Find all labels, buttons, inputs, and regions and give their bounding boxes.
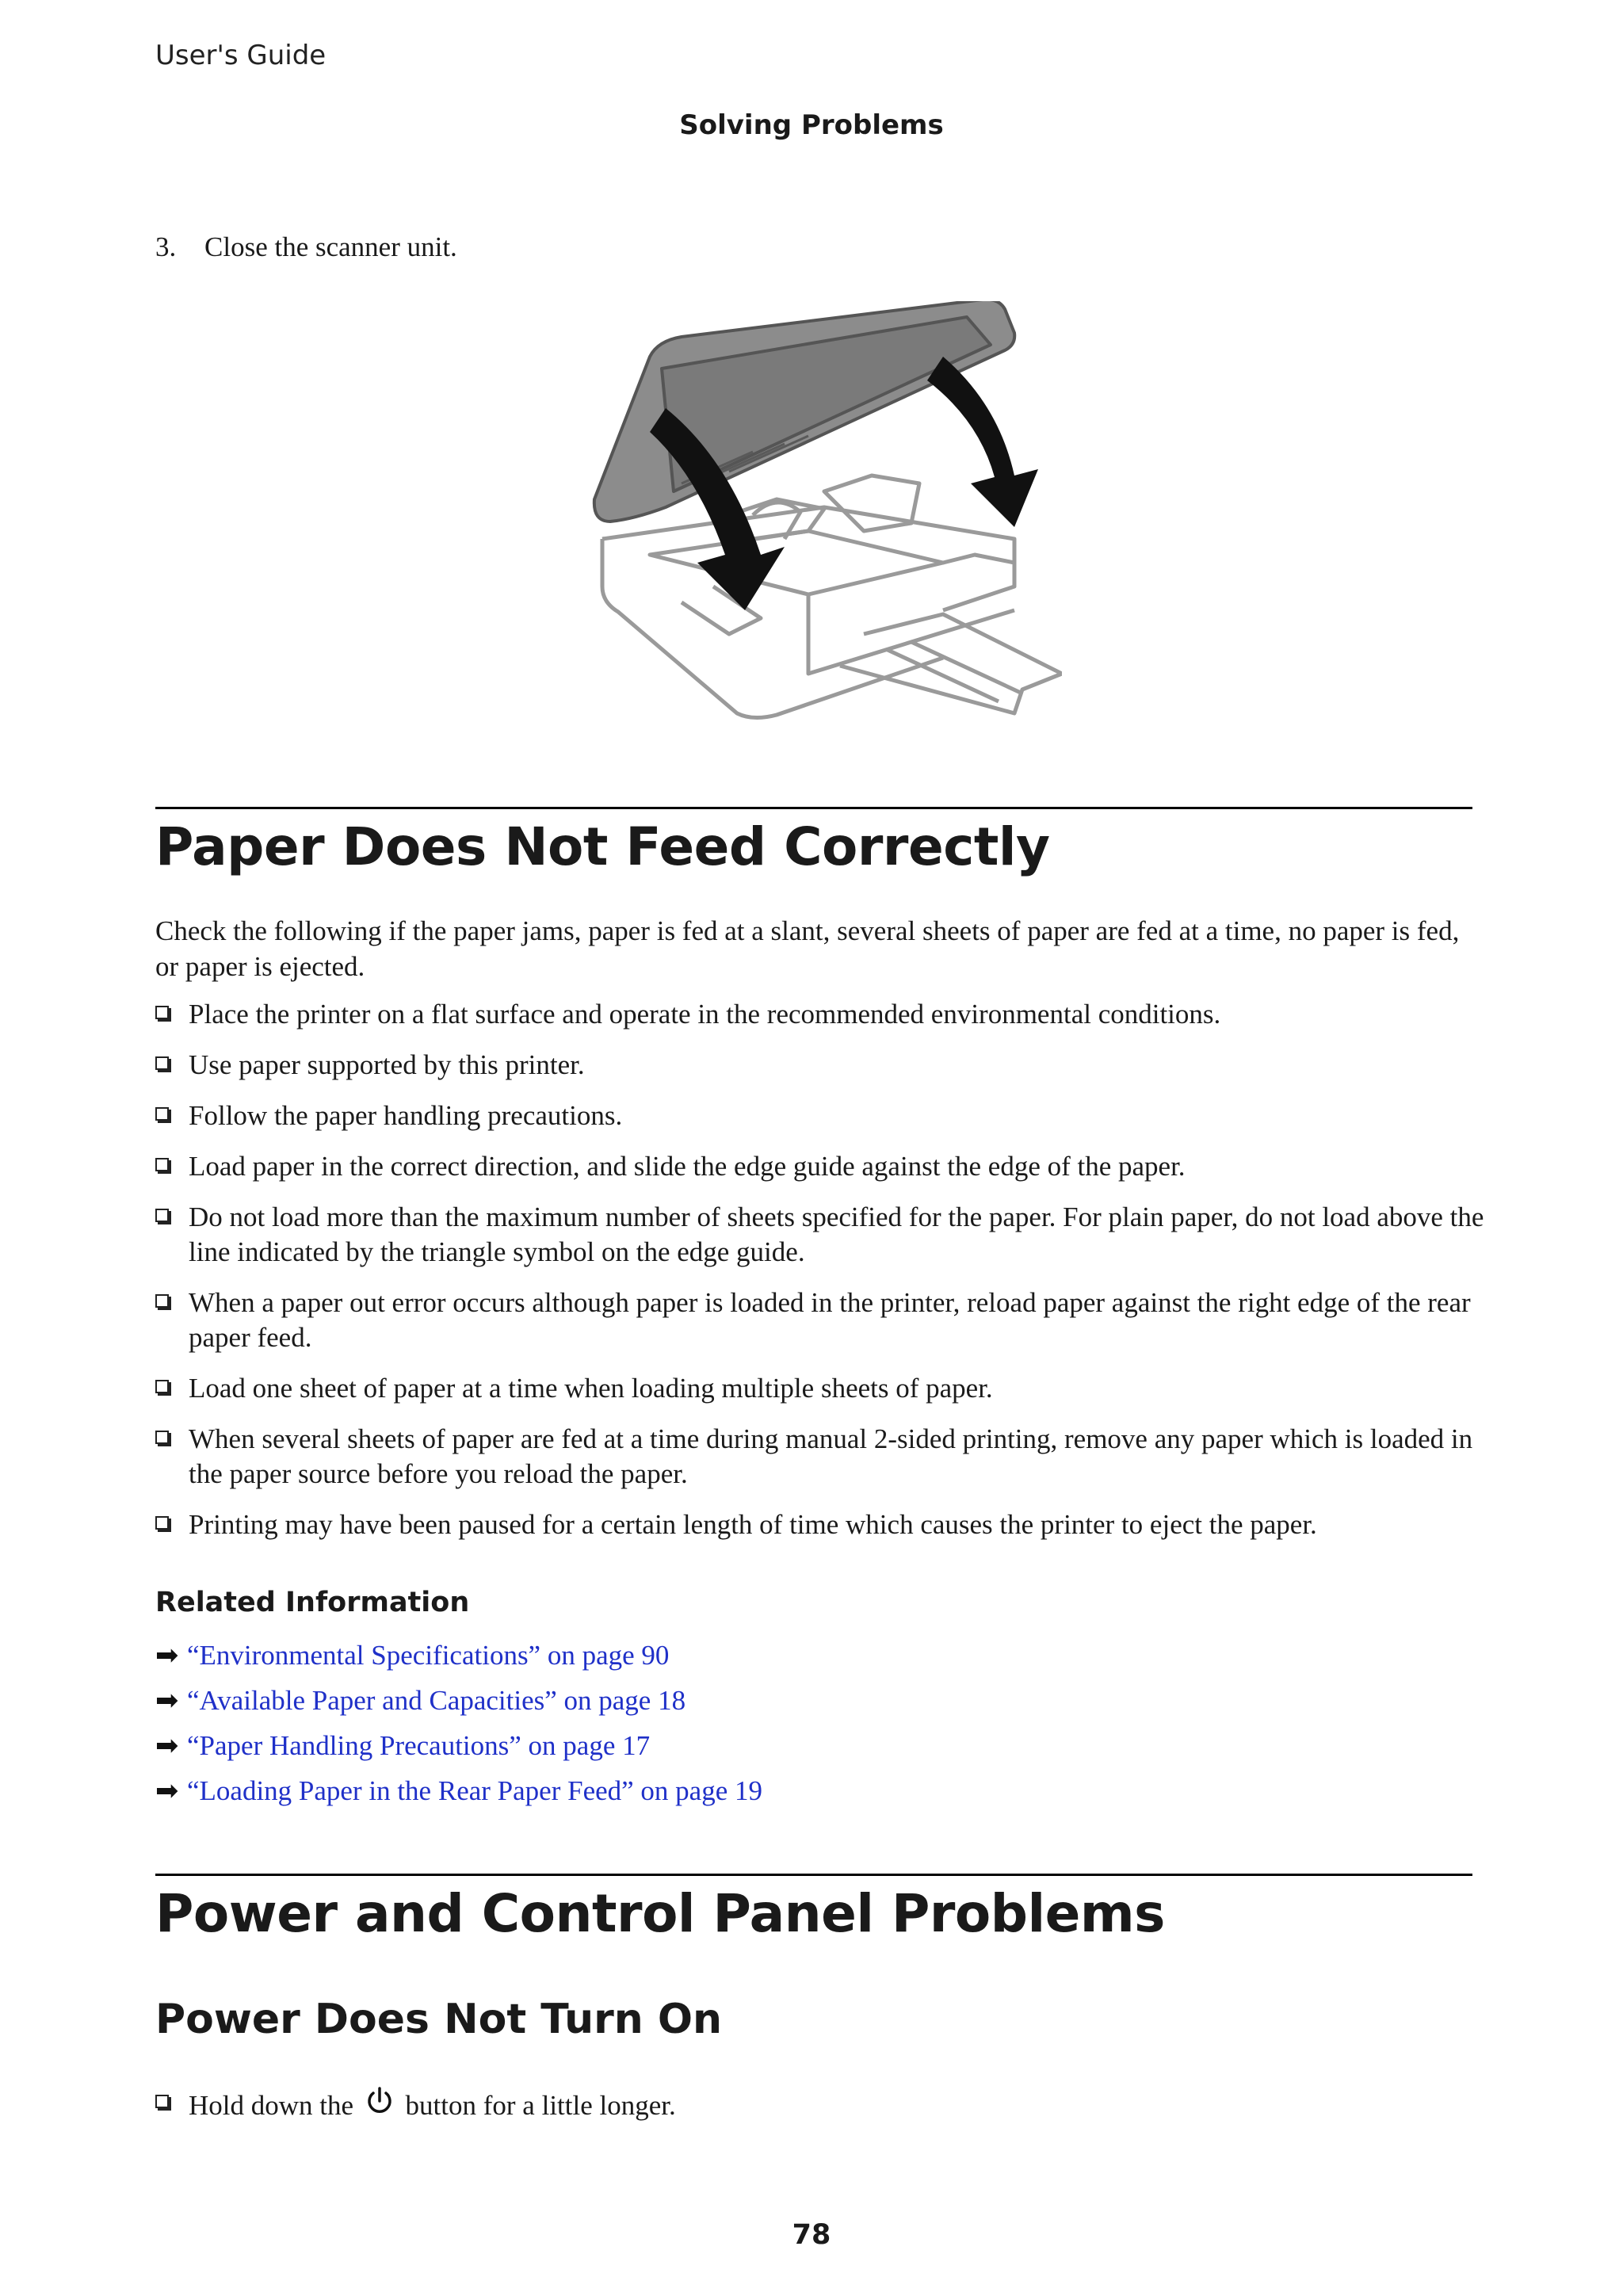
page-number: 78 [792,2219,831,2251]
related-link-item [155,1633,762,1678]
list-item-text: Load one sheet of paper at a time when loading multiple sheets of paper. [189,1373,993,1404]
related-link-item [155,1678,762,1723]
guide-title: User's Guide [155,40,327,71]
checkbox-bullet-icon [155,1209,169,1222]
printer-scanner-illustration [571,301,1062,745]
checkbox-bullet-icon [155,1107,169,1121]
list-item-text: When several sheets of paper are fed at a time during manual 2-sided printing, remove any paper which is loaded in the paper source before you reload the paper. [189,1423,1473,1489]
step-text: Close the scanner unit. [204,231,457,262]
list-item [155,997,1487,1032]
checkbox-bullet-icon [155,1516,169,1530]
list-item-text: When a paper out error occurs although paper is loaded in the printer, reload paper against the right edge of the rear paper feed. [189,1287,1471,1353]
list-item [155,1048,1487,1083]
link-loading-paper-rear-feed[interactable]: “Loading Paper in the Rear Paper Feed” on page 19 [187,1775,762,1806]
checkbox-bullet-icon [155,1158,169,1171]
list-item [155,1371,1487,1406]
right-arrow-icon: ➡ [155,1685,179,1716]
list-item [155,1507,1487,1542]
power-item-text-after: button for a little longer. [405,2090,676,2121]
section-divider-paper [155,807,1472,809]
closing-arrow-right [927,357,1038,527]
list-item-text: Load paper in the correct direction, and slide the edge guide against the edge of the paper. [189,1151,1186,1182]
heading-power-control-panel: Power and Control Panel Problems [155,1883,1165,1944]
list-item-text: Use paper supported by this printer. [189,1049,585,1080]
section-title: Solving Problems [679,109,944,141]
checkbox-bullet-icon [155,1006,169,1019]
printer-body-lines [602,476,1062,718]
list-item [155,1098,1487,1133]
right-arrow-icon: ➡ [155,1730,179,1761]
power-item-text-before: Hold down the [189,2090,354,2121]
section-divider-power [155,1874,1472,1876]
power-list-item [155,2086,676,2123]
related-information-heading: Related Information [155,1587,470,1618]
heading-power-does-not-turn-on: Power Does Not Turn On [155,1996,723,2043]
list-item-text: Place the printer on a flat surface and operate in the recommended environmental conditions. [189,999,1221,1030]
list-item [155,1200,1487,1270]
checkbox-bullet-icon [155,1294,169,1308]
related-links-list [155,1633,762,1813]
power-button-icon [365,2086,394,2118]
related-link-item [155,1768,762,1813]
link-environmental-specifications[interactable]: “Environmental Specifications” on page 90 [187,1640,670,1671]
scanner-lid [594,301,1014,521]
checkbox-bullet-icon [155,1380,169,1393]
checkbox-bullet-icon [155,1056,169,1070]
list-item-text: Printing may have been paused for a certain length of time which causes the printer to eject the paper. [189,1509,1317,1540]
checkbox-bullet-icon [155,1431,169,1444]
link-available-paper-capacities[interactable]: “Available Paper and Capacities” on page 18 [187,1685,686,1716]
related-link-item [155,1723,762,1768]
checkbox-bullet-icon [155,2095,169,2108]
list-item [155,1286,1487,1355]
step-3 [155,231,457,263]
list-item [155,1149,1487,1184]
list-item [155,1422,1487,1492]
step-number: 3. [155,231,177,262]
paper-checklist [155,997,1487,1558]
list-item-text: Follow the paper handling precautions. [189,1100,623,1131]
link-paper-handling-precautions[interactable]: “Paper Handling Precautions” on page 17 [187,1730,651,1761]
right-arrow-icon: ➡ [155,1775,179,1806]
list-item-text: Do not load more than the maximum number of sheets specified for the paper. For plain paper, do not load above the line indicated by the triangle symbol on the edge guide. [189,1201,1484,1267]
heading-paper-does-not-feed: Paper Does Not Feed Correctly [155,816,1050,877]
right-arrow-icon: ➡ [155,1640,179,1671]
paper-intro-text: Check the following if the paper jams, paper is fed at a slant, several sheets of paper are fed at a time, no paper is fed, or paper is ejected. [155,915,1460,982]
